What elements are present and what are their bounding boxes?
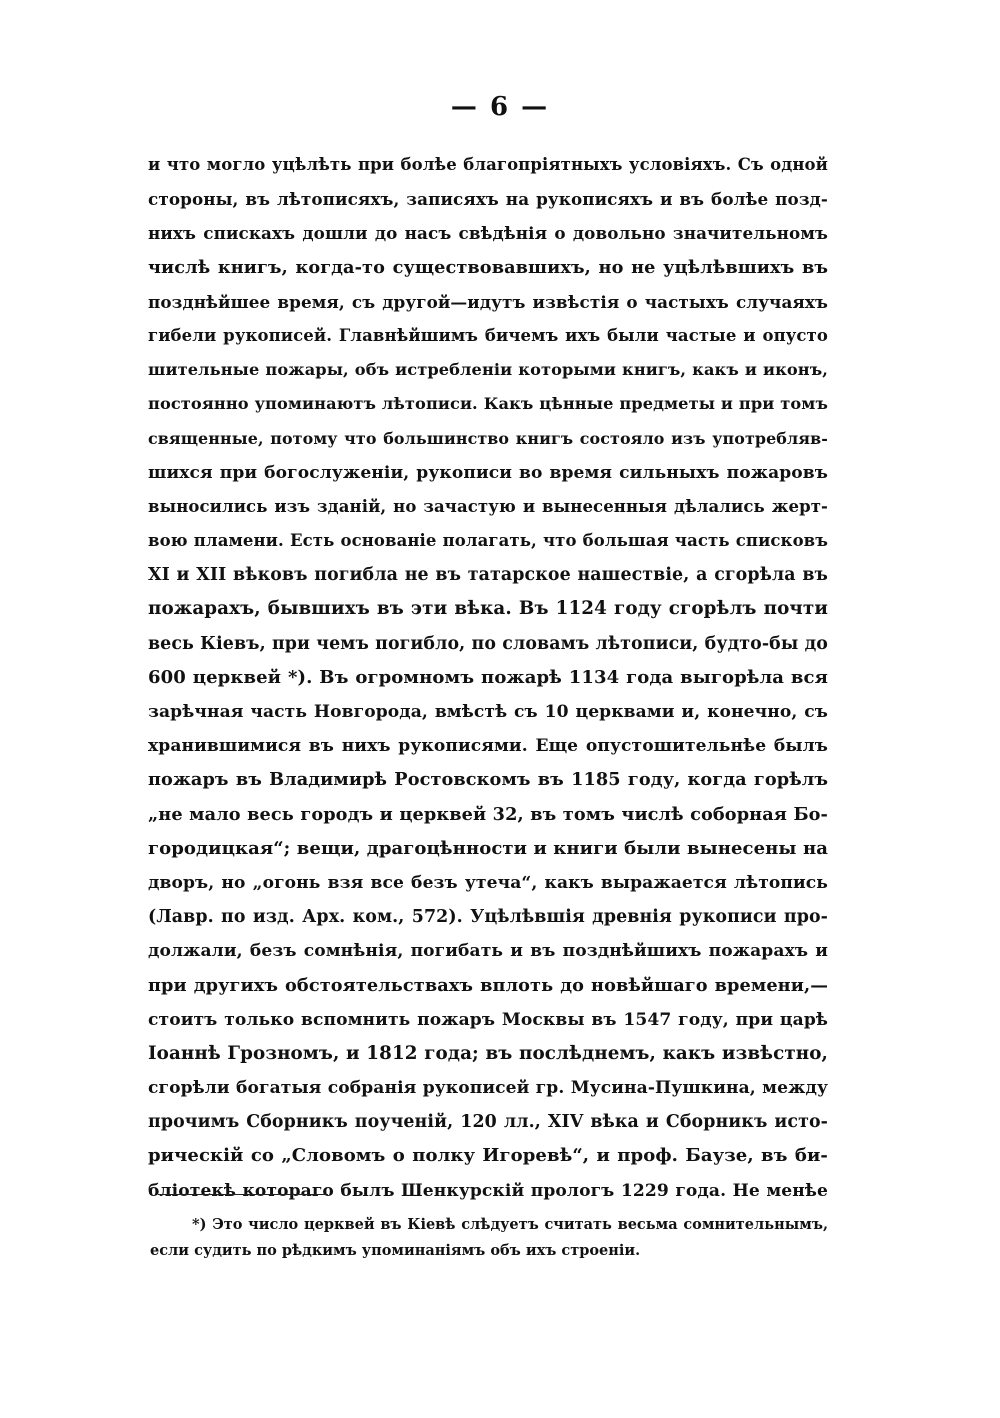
footnote-divider	[158, 1194, 328, 1195]
body-line: весь Кіевъ, при чемъ погибло, по словамъ лѣтописи, будто-бы до	[148, 633, 828, 654]
body-line: „не мало весь городъ и церквей 32, въ томъ числѣ соборная Бо-	[148, 803, 828, 825]
body-line: пожаръ въ Владимирѣ Ростовскомъ въ 1185 году, когда горѣлъ	[148, 769, 828, 791]
body-line: 600 церквей *). Въ огромномъ пожарѣ 1134 года выгорѣла вся	[148, 666, 828, 688]
body-line: рическій со „Словомъ о полку Игоревѣ“, и проф. Баузе, въ би-	[148, 1145, 828, 1167]
body-line: Іоаннѣ Грозномъ, и 1812 года; въ послѣднемъ, какъ извѣстно,	[148, 1042, 828, 1064]
body-line: хранившимися въ нихъ рукописями. Еще опустошительнѣе былъ	[148, 736, 828, 757]
body-line: дворъ, но „огонь взя все безъ утеча“, какъ выражается лѣтопись	[148, 872, 828, 893]
page-number: — 6 —	[450, 92, 550, 122]
body-line: городицкая“; вещи, драгоцѣнности и книги были вынесены на	[148, 837, 828, 859]
footnote-line: если судить по рѣдкимъ упоминаніямъ объ ихъ строеніи.	[150, 1242, 641, 1259]
body-line: нихъ спискахъ дошли до насъ свѣдѣнія о довольно значительномъ	[148, 223, 828, 244]
body-line: священные, потому что большинство книгъ состояло изъ употребляв-	[148, 428, 828, 448]
body-line: числѣ книгъ, когда-то существовавшихъ, но не уцѣлѣвшихъ въ	[148, 256, 828, 278]
body-line: XI и XII вѣковъ погибла не въ татарское нашествіе, а сгорѣла въ	[148, 565, 828, 586]
body-line: вою пламени. Есть основаніе полагать, что большая часть списковъ	[148, 531, 828, 551]
body-line: зарѣчная часть Новгорода, вмѣстѣ съ 10 церквами и, конечно, съ	[148, 702, 828, 722]
body-line: при другихъ обстоятельствахъ вплоть до новѣйшаго времени,—	[148, 974, 828, 996]
body-line: стоитъ только вспомнить пожаръ Москвы въ 1547 году, при царѣ	[148, 1009, 828, 1030]
body-line: шихся при богослуженіи, рукописи во время сильныхъ пожаровъ	[148, 462, 828, 483]
footnote-line: *) Это число церквей въ Кіевѣ слѣдуетъ считать весьма сомнительнымъ,	[192, 1216, 828, 1233]
body-line: прочимъ Сборникъ поученій, 120 лл., XIV вѣка и Сборникъ исто-	[148, 1112, 828, 1133]
body-line: (Лавр. по изд. Арх. ком., 572). Уцѣлѣвшія древнія рукописи про-	[148, 907, 828, 928]
body-line: шительные пожары, объ истребленіи которыми книгъ, какъ и иконъ,	[148, 360, 828, 380]
body-line: сгорѣли богатыя собранія рукописей гр. Мусина-Пушкина, между	[148, 1078, 828, 1099]
body-line: должали, безъ сомнѣнія, погибать и въ позднѣйшихъ пожарахъ и	[148, 941, 828, 962]
body-line: и что могло уцѣлѣть при болѣе благопріятныхъ условіяхъ. Съ одной	[148, 155, 828, 174]
body-line: постоянно упоминаютъ лѣтописи. Какъ цѣнные предметы и при томъ	[148, 394, 828, 414]
body-line: позднѣйшее время, съ другой—идутъ извѣстія о частыхъ случаяхъ	[148, 291, 828, 312]
body-line: стороны, въ лѣтописяхъ, записяхъ на рукописяхъ и въ болѣе позд-	[148, 189, 828, 210]
body-text	[148, 148, 828, 1208]
body-line: гибели рукописей. Главнѣйшимъ бичемъ ихъ были частые и опусто	[148, 325, 828, 345]
footnote	[150, 1212, 828, 1264]
body-line: пожарахъ, бывшихъ въ эти вѣка. Въ 1124 году сгорѣлъ почти	[148, 598, 828, 620]
body-line: бліотекѣ котораго былъ Шенкурскій прологъ 1229 года. Не менѣе	[148, 1180, 828, 1201]
body-line: выносились изъ зданій, но зачастую и вынесенныя дѣлались жерт-	[148, 496, 828, 516]
